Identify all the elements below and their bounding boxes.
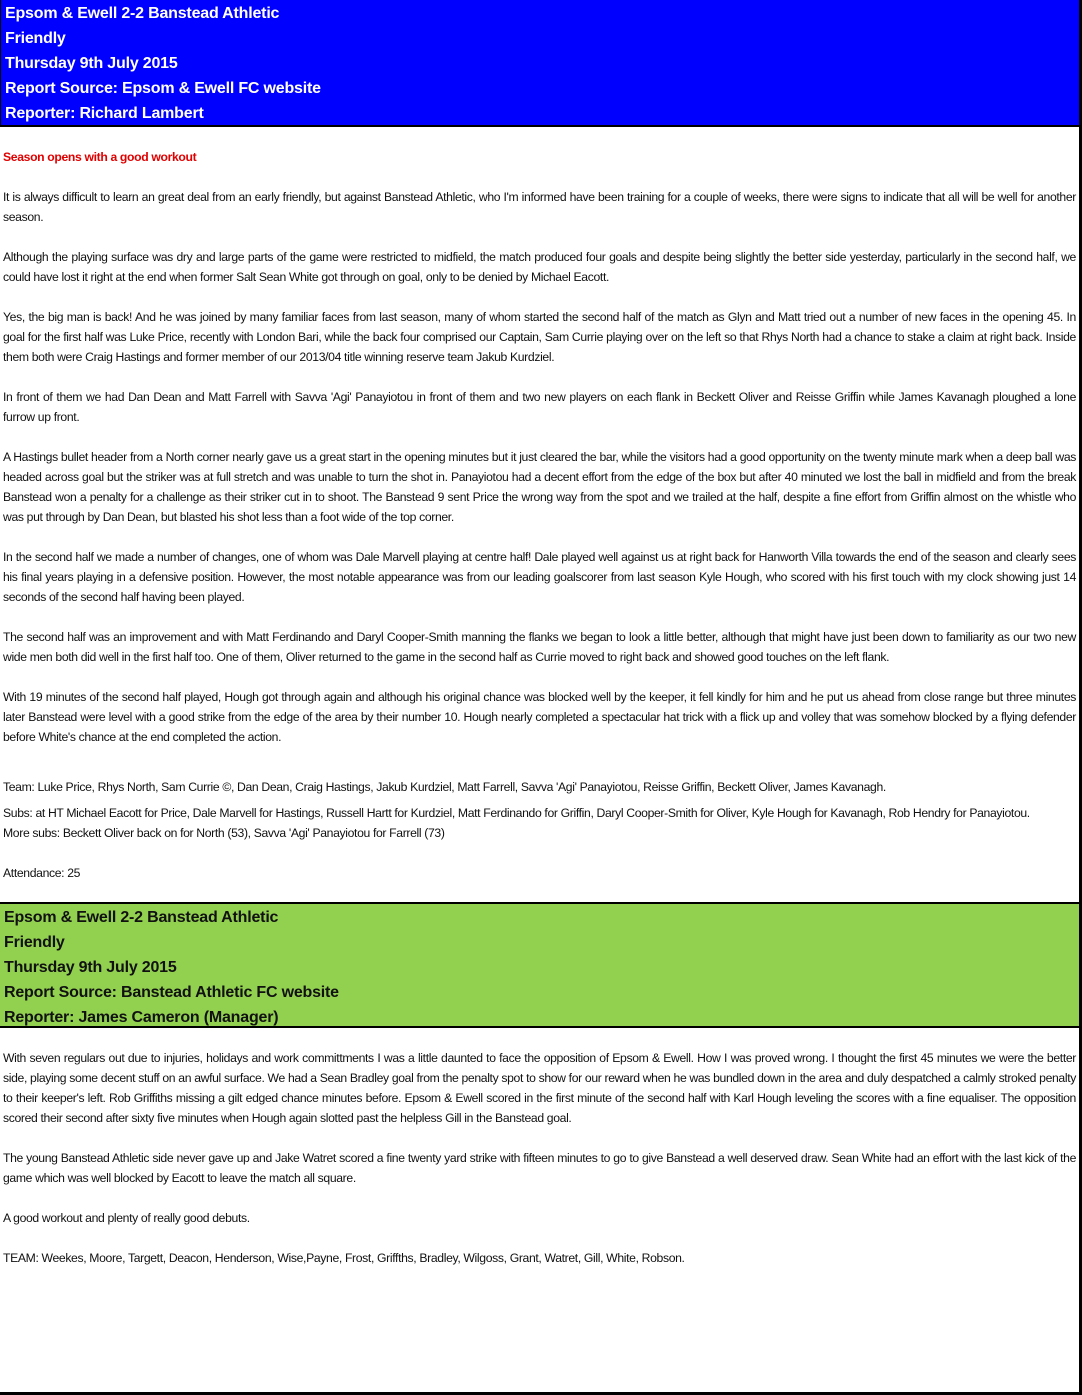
match-date: Thursday 9th July 2015 bbox=[5, 55, 178, 72]
attendance: Attendance: 25 bbox=[3, 866, 81, 880]
reporter: Reporter: James Cameron (Manager) bbox=[4, 1009, 279, 1026]
match-date: Thursday 9th July 2015 bbox=[4, 959, 177, 976]
paragraph: The second half was an improvement and with Matt Ferdinando and Daryl Cooper-Smith manning the flanks we began to look a little better, although that might have just been down to familiarity as our two new wide men both did well in the first half too. One of them, Oliver returned to the game in the second half as Currie moved to right back and showed good touches on the left flank. bbox=[3, 630, 1076, 664]
paragraph: With 19 minutes of the second half played, Hough got through again and although his original chance was blocked well by the keeper, it fell kindly for him and he put us ahead from close range but three minutes later Banstead were level with a good strike from the edge of the area by their number 10. Hough nearly completed a spectacular hat trick with a flick up and volley that was somehow blocked by a flying defender before White's chance at the end completed the action. bbox=[3, 690, 1076, 744]
team-lineup: Team: Luke Price, Rhys North, Sam Currie ©, Dan Dean, Craig Hastings, Jakub Kurdziel, Matt Farrell, Savva 'Agi' Panayiotou, Reisse Griffin, Beckett Oliver, James Kavanagh. bbox=[3, 780, 886, 794]
paragraph: It is always difficult to learn an great deal from an early friendly, but against Banstead Athletic, who I'm informed have been training for a couple of weeks, there were signs to indicate that all will be well for another season. bbox=[3, 190, 1076, 224]
report-source: Report Source: Epsom & Ewell FC website bbox=[5, 80, 321, 97]
report-header-epsom bbox=[0, 0, 1079, 127]
competition: Friendly bbox=[4, 934, 65, 951]
paragraph: The young Banstead Athletic side never gave up and Jake Watret scored a fine twenty yard strike with fifteen minutes to go to give Banstead a well deserved draw. Sean White had an effort with the last kick of the game which was well blocked by Eacott to leave the match all square. bbox=[3, 1151, 1076, 1185]
report-source: Report Source: Banstead Athletic FC website bbox=[4, 984, 339, 1001]
competition: Friendly bbox=[5, 30, 66, 47]
match-title: Epsom & Ewell 2-2 Banstead Athletic bbox=[5, 5, 280, 22]
paragraph: With seven regulars out due to injuries, holidays and work committments I was a little daunted to face the opposition of Epsom & Ewell. How I was proved wrong. I thought the first 45 minutes we were the better side, playing some decent stuff on an awful surface. We had a Sean Bradley goal from the penalty spot to show for our reward when he was bundled down in the area and duly despatched a calmly stroked penalty to their keeper's left. Rob Griffiths missing a gilt edged chance minutes before. Epsom & Ewell scored in the first minute of the second half with Karl Hough leveling the scores with a fine equaliser. The opposition scored their second after sixty five minutes when Hough again slotted past the helpless Gill in the Banstead goal. bbox=[3, 1051, 1076, 1125]
substitutes: Subs: at HT Michael Eacott for Price, Dale Marvell for Hastings, Russell Hartt for Kurdziel, Matt Ferdinando for Griffin, Daryl Cooper-Smith for Oliver, Kyle Hough for Kavanagh, Rob Hendry for Panayiotou. bbox=[3, 806, 1030, 820]
match-title: Epsom & Ewell 2-2 Banstead Athletic bbox=[4, 909, 279, 926]
more-substitutes: More subs: Beckett Oliver back on for North (53), Savva 'Agi' Panayiotou for Farrell (73) bbox=[3, 826, 445, 840]
report-headline: Season opens with a good workout bbox=[3, 150, 197, 164]
paragraph: In front of them we had Dan Dean and Matt Farrell with Savva 'Agi' Panayiotou in front of them and two new players on each flank in Beckett Oliver and Reisse Griffin while James Kavanagh ploughed a lone furrow up front. bbox=[3, 390, 1076, 424]
report-body-banstead bbox=[0, 1028, 1079, 1268]
paragraph: A good workout and plenty of really good debuts. bbox=[3, 1211, 250, 1225]
paragraph: Although the playing surface was dry and large parts of the game were restricted to midfield, the match produced four goals and despite being slightly the better side yesterday, particularly in the second half, we could have lost it right at the end when former Salt Sean White got through on goal, only to be denied by Michael Eacott. bbox=[3, 250, 1076, 284]
report-header-banstead bbox=[0, 902, 1079, 1028]
paragraph: Yes, the big man is back! And he was joined by many familiar faces from last season, many of whom started the second half of the match as Glyn and Matt tried out a number of new faces in the opening 45. In goal for the first half was Luke Price, recently with London Bari, while the back four comprised our Captain, Sam Currie playing over on the left so that Rhys North had a chance to stake a claim at right back. Inside them both were Craig Hastings and former member of our 2013/04 title winning reserve team Jakub Kurdziel. bbox=[3, 310, 1076, 364]
paragraph: A Hastings bullet header from a North corner nearly gave us a great start in the opening minutes but it just cleared the bar, while the visitors had a good opportunity on the twenty minute mark when a deep ball was headed across goal but the striker was at full stretch and was unable to turn the shot in. Panayiotou had a decent effort from the edge of the box but after 40 minuted we lost the ball in midfield and from the break Banstead won a penalty for a challenge as their striker cut in to shoot. The Banstead 9 sent Price the wrong way from the spot and we trailed at the half, despite a fine effort from Griffin almost on the whistle who was put through by Dan Dean, but blasted his shot less than a foot wide of the top corner. bbox=[3, 450, 1076, 524]
report-body-epsom bbox=[0, 127, 1079, 902]
reporter: Reporter: Richard Lambert bbox=[5, 105, 204, 122]
paragraph: In the second half we made a number of changes, one of whom was Dale Marvell playing at centre half! Dale played well against us at right back for Hanworth Villa towards the end of the season and clearly sees his final years playing in a defensive position. However, the most notable appearance was from our leading goalscorer from last season Kyle Hough, who scored with his first touch with my clock showing just 14 seconds of the second half having been played. bbox=[3, 550, 1076, 604]
team-lineup: TEAM: Weekes, Moore, Targett, Deacon, Henderson, Wise,Payne, Frost, Griffths, Bradley, Wilgoss, Grant, Watret, Gill, White, Robson. bbox=[3, 1251, 685, 1265]
